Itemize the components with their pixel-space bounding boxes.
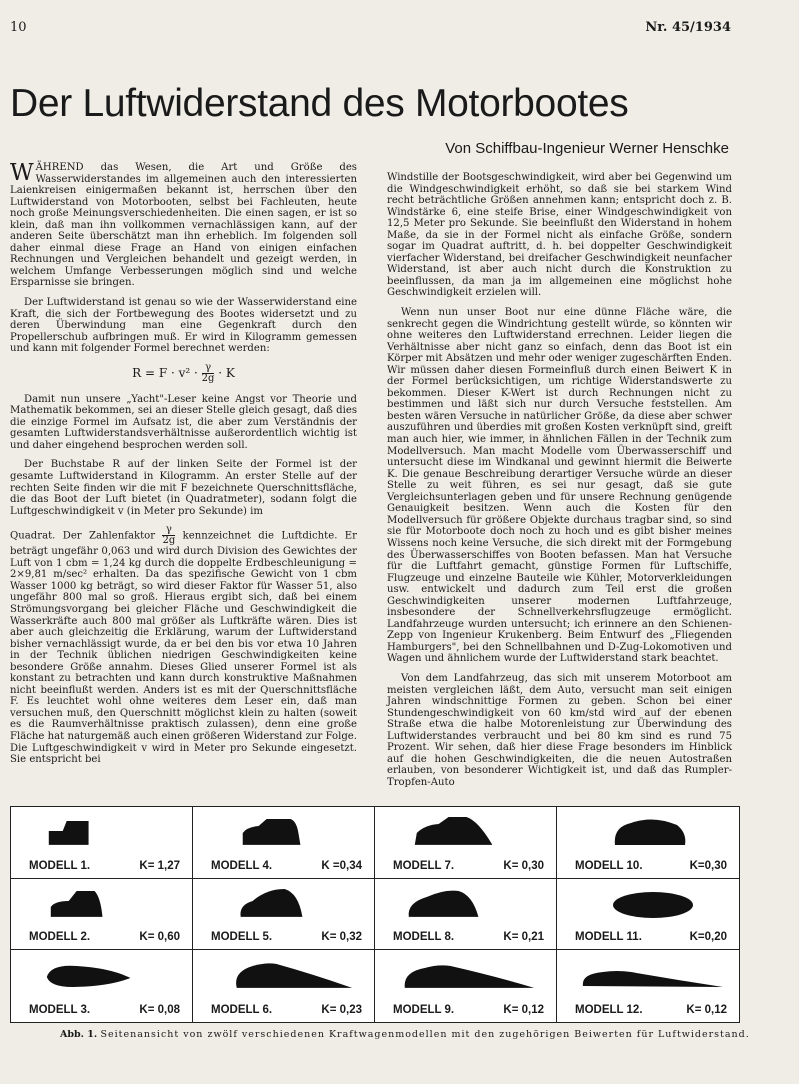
paragraph-text: Quadrat. Der Zahlenfaktor (10, 530, 156, 542)
paragraph (10, 162, 357, 289)
paragraph: Wenn nun unser Boot nur eine dünne Fläche wäre, die senkrecht gegen die Windrichtung gestellt würde, so könnten wir ohne weiteres den Luftwiderstand errechnen. Leider liegen die Verhältnisse aber nicht ganz so einfach, denn das Boot ist ein Körper mit Absätzen und mehr oder weniger zugeschärften Enden. Wir müssen daher diesen Formeinfluß durch einen Beiwert K in der Formel berücksichtigen, um richtige Widerstandswerte zu bekommen. Dieser K-Wert ist durch Rechnungen nicht zu bestimmen und läßt sich nur durch Versuche feststellen. Am besten wären Versuche in natürlicher Größe, da diese aber schwer auszuführen und überdies mit großen Kosten verknüpft sind, greift man auch hier, wie immer, in ähnlichen Fällen in der Technik zum Modellversuch. Man macht Modelle vom Überwasserschiff und untersucht diese im Windkanal und gewinnt hiermit die Beiwerte K. Die genaue Beschreibung derartiger Versuche würde an dieser Stelle zu weit führen, es sei nur gesagt, daß sie gute Vergleichsunterlagen geben und für unsere Rechnung genügende Genauigkeit besitzen. Wenn auch die Kosten für den Modellversuch für größere Objekte durchaus tragbar sind, so sind sie für Motorboote doch noch zu hoch und es gibt bisher meines Wissens noch keine Versuche, die sich direkt mit der Formgebung des Überwasserschiffes von Booten befassen. Man hat Versuche für die Luftfahrt gemacht, günstige Formen für Luftschiffe, Flugzeuge und einzelne Bauteile wie Kühler, Motorverkleidungen usw. entwickelt und dadurch zum Teil erst die großen Geschwindigkeiten unserer modernen Luftfahrzeuge, insbesondere der Schnellverkehrsflugzeuge ermöglicht. Landfahrzeuge wurden untersucht; ich erinnere an den Schienen-Zepp von Ingenieur Krukenberg. Beim Entwurf des „Fliegenden Hamburgers", bei den Schnellbahnen und D-Zug-Lokomotiven und Wagen und ähnlichem wurde der Luftwiderstand stark beachtet. (387, 307, 732, 665)
model-k-value: K= 0,32 (321, 931, 362, 944)
model-k-value: K= 0,60 (139, 931, 180, 944)
model-cell (557, 807, 739, 879)
model-cell (11, 950, 193, 1022)
paragraph-text: kennzeichnet die Luftdichte. Er beträgt ungefähr 0,063 und wird durch Division des Gewichtes der Luft von 1 cbm = 1,24 kg durch die doppelte Erdbeschleunigung = 2×9,81 m/sec² erhalten. Da das spezifische Gewicht von 1 cbm Wasser 1000 kg beträgt, so wird dieser Faktor für Wasser 51, also ungefähr 800 mal so groß. Hieraus ergibt sich, daß bei einem Strömungsvorgang bei gleicher Fläche und Geschwindigkeit die Wasserkräfte auch 800 mal größer als Luftkräfte wären. Dies ist aber auch gleichzeitig die Erklärung, warum der Luftwiderstand bisher vernachlässigt wurde, da er bei den bis vor etwa 10 Jahren in der Technik üblichen niedrigen Geschwindigkeiten keine besondere Größe annahm. Dieses Glied unserer Formel ist als konstant zu betrachten und kann durch konstruktive Maßnahmen nicht beeinflußt werden. Anders ist es mit der Querschnittsfläche F. Es leuchtet wohl ohne weiteres dem Leser ein, daß man versuchen muß, den Querschnitt möglichst klein zu halten (soweit es die Raumverhältnisse praktisch zulassen), denn eine große Fläche hat naturgemäß auch einen größeren Widerstand zur Folge. Die Luftgeschwindigkeit v wird in Meter pro Sekunde eingesetzt. Sie entspricht bei (10, 530, 357, 766)
right-column (387, 172, 732, 796)
paragraph: Damit nun unsere „Yacht"-Leser keine Angst vor Theorie und Mathematik bekommen, sei an dieser Stelle gleich gesagt, daß dies die einzige Formel im Aufsatz ist, die aber zum Verständnis der gesamten Luftwiderstandsverhältnisse außerordentlich wichtig ist und daher eingehend besprochen werden soll. (10, 393, 357, 451)
article-byline: Von Schiffbau-Ingenieur Werner Henschke (445, 140, 729, 157)
model-k-value: K= 0,08 (139, 1003, 180, 1016)
article-title: Der Luftwiderstand des Motorbootes (10, 82, 629, 125)
model-label: MODELL 9. (393, 1003, 455, 1016)
model-cell (193, 950, 375, 1022)
fraction-numerator: γ (165, 524, 172, 536)
model-cell (11, 879, 193, 951)
car-silhouette-icon (375, 879, 556, 921)
model-k-value: K= 0,23 (321, 1003, 362, 1016)
model-label: MODELL 7. (393, 859, 455, 872)
car-silhouette-icon (375, 807, 556, 849)
model-k-value: K= 0,21 (503, 931, 544, 944)
model-cell (193, 807, 375, 879)
formula-left: R = F · v² · (132, 365, 198, 380)
model-label: MODELL 12. (575, 1003, 643, 1016)
model-cell (375, 879, 557, 951)
model-label: MODELL 2. (29, 931, 91, 944)
model-k-value: K=0,30 (689, 859, 727, 872)
model-k-value: K= 1,27 (139, 859, 180, 872)
paragraph: Windstille der Bootsgeschwindigkeit, wird aber bei Gegenwind um die Windgeschwindigkeit erhöht, so daß sie bei starkem Wind recht beträchtliche Größen annehmen kann; entspricht doch z. B. Windstärke 6, eine steife Brise, einer Windgeschwindigkeit von 12,5 Meter pro Sekunde. Sie beeinflußt den Widerstand in hohem Maße, da sie in der Formel nicht als einfache Größe, sondern sogar im Quadrat auftritt, d. h. bei doppelter Geschwindigkeit vierfacher Widerstand, bei dreifacher Geschwindigkeit neunfacher Widerstand, ist aber auch nicht durch die Konstruktion zu beeinflussen, da man ja im allgemeinen eine möglichst hohe Geschwindigkeit erzielen will. (387, 172, 732, 299)
formula-right: · K (218, 365, 235, 380)
paragraph-text: ÄHREND das Wesen, die Art und Größe des Wasserwiderstandes im allgemeinen auch den interessierten Laienkreisen einigermaßen bekannt ist, herrschen über den Luftwiderstand von Motorbooten, selbst bei Fachleuten, heute noch große Meinungsverschiedenheiten. Die einen sagen, er ist so klein, daß man ihn vollkommen vernachlässigen kann, auf der anderen Seite überschätzt man ihn erheblich. Im folgenden soll daher einmal diese Frage an Hand von einigen einfachen Rechnungen und Vergleichen behandelt und gezeigt werden, in welchem Umfange Verbesserungen möglich sind und welche Ersparnisse sie bringen. (10, 162, 357, 289)
model-label: MODELL 11. (575, 931, 642, 944)
model-label: MODELL 3. (29, 1003, 91, 1016)
car-silhouette-icon (11, 879, 192, 921)
model-cell (375, 807, 557, 879)
model-k-value: K= 0,30 (503, 859, 544, 872)
model-cell (375, 950, 557, 1022)
car-silhouette-icon (11, 950, 192, 992)
car-silhouette-icon (193, 950, 374, 992)
fraction-denominator: 2g (201, 372, 215, 384)
model-cell (557, 879, 739, 951)
formula-fraction (202, 363, 215, 384)
issue-number: Nr. 45/1934 (645, 20, 731, 35)
paragraph (10, 525, 357, 765)
model-label: MODELL 10. (575, 859, 643, 872)
figure-caption (60, 1029, 750, 1040)
model-label: MODELL 4. (211, 859, 273, 872)
caption-text: Seitenansicht von zwölf verschiedenen Kraftwagenmodellen mit den zugehörigen Beiwerten für Luftwiderstand. (100, 1029, 750, 1040)
car-silhouette-icon (557, 879, 739, 921)
model-k-value: K= 0,12 (503, 1003, 544, 1016)
model-cell (557, 950, 739, 1022)
inline-fraction (162, 525, 175, 546)
caption-prefix: Abb. 1. (60, 1029, 98, 1040)
car-silhouette-icon (375, 950, 556, 992)
model-k-value: K=0,20 (689, 931, 727, 944)
car-silhouette-icon (557, 950, 739, 992)
fraction-denominator: 2g (162, 535, 176, 547)
page-number: 10 (10, 20, 27, 35)
model-label: MODELL 1. (29, 859, 91, 872)
formula (10, 363, 357, 384)
model-k-value: K= 0,12 (686, 1003, 727, 1016)
model-label: MODELL 5. (211, 931, 273, 944)
model-cell (193, 879, 375, 951)
left-column (10, 162, 357, 774)
paragraph: Der Buchstabe R auf der linken Seite der Formel ist der gesamte Luftwiderstand in Kilogramm. An erster Stelle auf der rechten Seite finden wir die mit F bezeichnete Querschnittsfläche, die das Boot der Luft bietet (in Quadratmeter), sodann folgt die Luftgeschwindigkeit v (in Meter pro Sekunde) im (10, 459, 357, 517)
model-label: MODELL 8. (393, 931, 455, 944)
drop-cap: W (10, 160, 34, 186)
paragraph: Der Luftwiderstand ist genau so wie der Wasserwiderstand eine Kraft, die sich der Fortbewegung des Bootes widersetzt und zu deren Überwindung man eine Gegenkraft durch den Propellerschub aufbringen muß. Er wird in Kilogramm gemessen und kann mit folgender Formel berechnet werden: (10, 297, 357, 355)
model-k-value: K =0,34 (321, 859, 362, 872)
model-label: MODELL 6. (211, 1003, 273, 1016)
model-cell (11, 807, 193, 879)
figure-car-models (10, 806, 740, 1023)
fraction-numerator: γ (205, 361, 212, 373)
car-silhouette-icon (557, 807, 739, 849)
car-silhouette-icon (193, 807, 374, 849)
car-silhouette-icon (11, 807, 192, 849)
paragraph: Von dem Landfahrzeug, das sich mit unserem Motorboot am meisten vergleichen läßt, dem Auto, versucht man seit einigen Jahren windschnittige Formen zu geben. Schon bei einer Stundengeschwindigkeit von 60 km/std wird auf der ebenen Straße etwa die halbe Motorenleistung zur Überwindung des Luftwiderstandes verbraucht und bei 80 km sind es rund 75 Prozent. Wir sehen, daß hier diese Frage besonders im Hinblick auf die hohen Geschwindigkeiten, die die neuen Autostraßen erlauben, von besonderer Wichtigkeit ist, und daß das Rumpler-Tropfen-Auto (387, 672, 732, 788)
car-silhouette-icon (193, 879, 374, 921)
